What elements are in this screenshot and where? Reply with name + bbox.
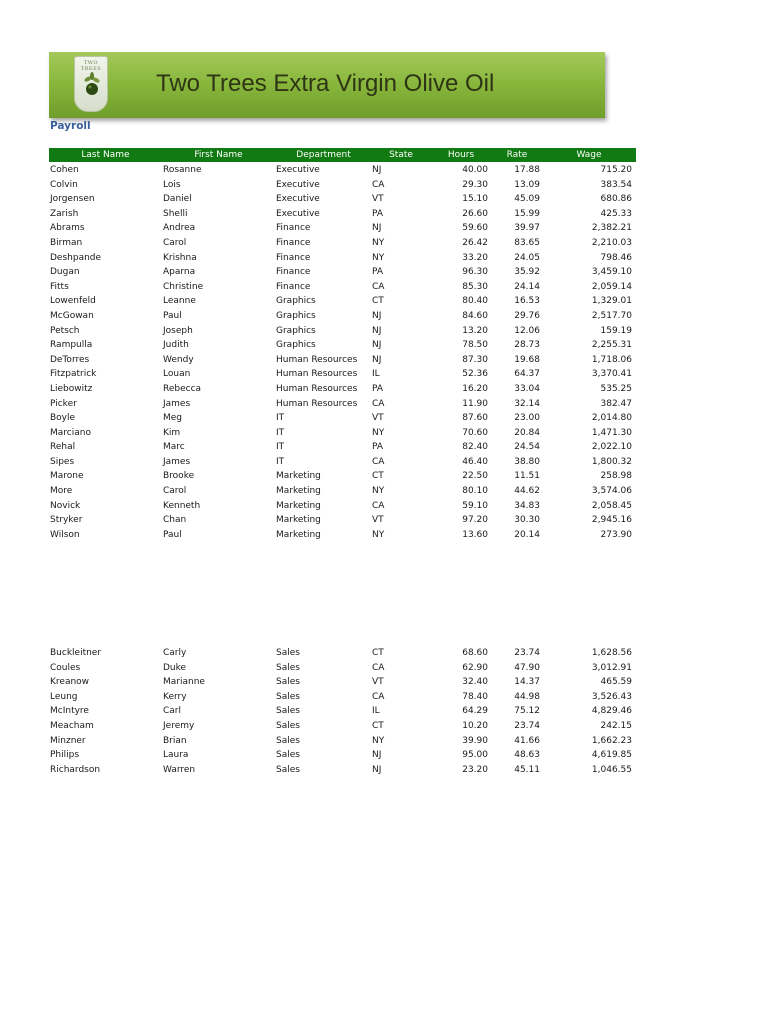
table-row (49, 309, 636, 324)
last-name-cell[interactable]: Marone (50, 471, 84, 482)
rate-cell[interactable]: 15.99 (514, 208, 540, 219)
rate-cell[interactable]: 23.74 (514, 648, 540, 658)
rate-cell[interactable]: 30.30 (514, 515, 540, 526)
first-name-cell[interactable]: Krishna (163, 252, 197, 263)
state-cell[interactable]: VT (372, 515, 384, 526)
wage-cell[interactable]: 535.25 (600, 383, 632, 394)
first-name-cell[interactable]: Daniel (163, 194, 192, 205)
table-row (49, 690, 636, 705)
wage-cell[interactable]: 3,526.43 (591, 691, 632, 702)
department-cell[interactable]: Marketing (276, 515, 321, 526)
table-row (49, 704, 636, 719)
hours-cell[interactable]: 16.20 (462, 383, 488, 394)
table-row (49, 661, 636, 676)
state-cell[interactable]: CA (372, 691, 385, 702)
state-cell[interactable]: NJ (372, 165, 382, 175)
last-name-cell[interactable]: Richardson (50, 764, 101, 775)
last-name-cell[interactable]: Coules (50, 662, 81, 673)
wage-cell[interactable]: 680.86 (600, 194, 632, 205)
wage-cell[interactable]: 1,718.06 (591, 354, 632, 365)
rate-cell[interactable]: 34.83 (514, 500, 540, 511)
last-name-cell[interactable]: DeTorres (50, 354, 90, 365)
hours-cell[interactable]: 85.30 (462, 281, 488, 292)
last-name-cell[interactable]: Wilson (50, 529, 80, 540)
rate-cell[interactable]: 11.51 (514, 471, 540, 482)
department-cell[interactable]: Sales (276, 735, 300, 746)
hours-cell[interactable]: 22.50 (462, 471, 488, 482)
wage-cell[interactable]: 273.90 (600, 529, 632, 540)
first-name-cell[interactable]: Judith (163, 340, 189, 351)
rate-cell[interactable]: 44.98 (514, 691, 540, 702)
first-name-cell[interactable]: Marc (163, 442, 185, 453)
first-name-cell[interactable]: Shelli (163, 208, 188, 219)
table-row (49, 397, 636, 412)
first-name-cell[interactable]: Carol (163, 237, 187, 248)
rate-cell[interactable]: 35.92 (514, 267, 540, 278)
table-row (49, 338, 636, 353)
last-name-cell[interactable]: Petsch (50, 325, 80, 336)
column-header-first-name[interactable]: First Name (194, 150, 243, 160)
rate-cell[interactable]: 41.66 (514, 735, 540, 746)
hours-cell[interactable]: 68.60 (462, 648, 488, 658)
hours-cell[interactable]: 97.20 (462, 515, 488, 526)
state-cell[interactable]: CA (372, 500, 385, 511)
hours-cell[interactable]: 23.20 (462, 764, 488, 775)
table-row (49, 265, 636, 280)
state-cell[interactable]: CA (372, 398, 385, 409)
last-name-cell[interactable]: Colvin (50, 179, 78, 190)
rate-cell[interactable]: 24.05 (514, 252, 540, 263)
state-cell[interactable]: CA (372, 281, 385, 292)
wage-cell[interactable]: 4,619.85 (591, 750, 632, 761)
rate-cell[interactable]: 83.65 (514, 237, 540, 248)
department-cell[interactable]: Finance (276, 267, 311, 278)
department-cell[interactable]: IT (276, 442, 285, 453)
state-cell[interactable]: PA (372, 442, 384, 453)
title-banner (49, 52, 605, 118)
department-cell[interactable]: Executive (276, 165, 320, 175)
rate-cell[interactable]: 12.06 (514, 325, 540, 336)
department-cell[interactable]: Sales (276, 706, 300, 717)
table-row (49, 469, 636, 484)
rate-cell[interactable]: 39.97 (514, 223, 540, 234)
last-name-cell[interactable]: Fitzpatrick (50, 369, 97, 380)
rate-cell[interactable]: 28.73 (514, 340, 540, 351)
table-row (49, 192, 636, 207)
hours-cell[interactable]: 84.60 (462, 310, 488, 321)
hours-cell[interactable]: 10.20 (462, 720, 488, 731)
rate-cell[interactable]: 45.11 (514, 764, 540, 775)
first-name-cell[interactable]: James (163, 456, 191, 467)
hours-cell[interactable]: 62.90 (462, 662, 488, 673)
state-cell[interactable]: VT (372, 194, 384, 205)
column-header-last-name[interactable]: Last Name (81, 150, 130, 160)
hours-cell[interactable]: 87.60 (462, 413, 488, 424)
table-row (49, 251, 636, 266)
wage-cell[interactable]: 2,058.45 (591, 500, 632, 511)
hours-cell[interactable]: 80.40 (462, 296, 488, 307)
hours-cell[interactable]: 46.40 (462, 456, 488, 467)
first-name-cell[interactable]: Brian (163, 735, 187, 746)
hours-cell[interactable]: 59.60 (462, 223, 488, 234)
first-name-cell[interactable]: Lois (163, 179, 181, 190)
last-name-cell[interactable]: Liebowitz (50, 383, 93, 394)
table-row (49, 499, 636, 514)
table-row (49, 353, 636, 368)
state-cell[interactable]: CA (372, 179, 385, 190)
table-row (49, 324, 636, 339)
rate-cell[interactable]: 48.63 (514, 750, 540, 761)
state-cell[interactable]: NJ (372, 325, 382, 336)
first-name-cell[interactable]: Kerry (163, 691, 187, 702)
table-row (49, 294, 636, 309)
wage-cell[interactable]: 425.33 (600, 208, 632, 219)
wage-cell[interactable]: 2,210.03 (591, 237, 632, 248)
first-name-cell[interactable]: Chan (163, 515, 187, 526)
last-name-cell[interactable]: Picker (50, 398, 77, 409)
last-name-cell[interactable]: More (50, 486, 73, 497)
department-cell[interactable]: Graphics (276, 296, 316, 307)
hours-cell[interactable]: 13.60 (462, 529, 488, 540)
table-row (49, 646, 636, 661)
rate-cell[interactable]: 29.76 (514, 310, 540, 321)
state-cell[interactable]: NJ (372, 750, 382, 761)
hours-cell[interactable]: 82.40 (462, 442, 488, 453)
hours-cell[interactable]: 96.30 (462, 267, 488, 278)
wage-cell[interactable]: 1,662.23 (591, 735, 632, 746)
last-name-cell[interactable]: Rampulla (50, 340, 93, 351)
last-name-cell[interactable]: Leung (50, 691, 78, 702)
state-cell[interactable]: PA (372, 267, 384, 278)
hours-cell[interactable]: 95.00 (462, 750, 488, 761)
table-row (49, 178, 636, 193)
column-header-department[interactable]: Department (296, 150, 351, 160)
state-cell[interactable]: NJ (372, 340, 382, 351)
department-cell[interactable]: Finance (276, 237, 311, 248)
rate-cell[interactable]: 47.90 (514, 662, 540, 673)
table-row (49, 440, 636, 455)
rate-cell[interactable]: 14.37 (514, 677, 540, 688)
wage-cell[interactable]: 4,829.46 (591, 706, 632, 717)
last-name-cell[interactable]: Jorgensen (50, 194, 95, 205)
state-cell[interactable]: NY (372, 529, 385, 540)
wage-cell[interactable]: 242.15 (600, 720, 632, 731)
rate-cell[interactable]: 17.88 (514, 165, 540, 175)
rate-cell[interactable]: 19.68 (514, 354, 540, 365)
wage-cell[interactable]: 2,014.80 (591, 413, 632, 424)
rate-cell[interactable]: 16.53 (514, 296, 540, 307)
wage-cell[interactable]: 382.47 (600, 398, 632, 409)
department-cell[interactable]: Graphics (276, 325, 316, 336)
hours-cell[interactable]: 26.42 (462, 237, 488, 248)
state-cell[interactable]: IL (372, 369, 380, 380)
table-row (49, 163, 636, 178)
rate-cell[interactable]: 75.12 (514, 706, 540, 717)
last-name-cell[interactable]: Fitts (50, 281, 69, 292)
state-cell[interactable]: PA (372, 208, 384, 219)
last-name-cell[interactable]: Dugan (50, 267, 80, 278)
department-cell[interactable]: Sales (276, 750, 300, 761)
rate-cell[interactable]: 44.62 (514, 486, 540, 497)
department-cell[interactable]: Graphics (276, 310, 316, 321)
first-name-cell[interactable]: Christine (163, 281, 204, 292)
first-name-cell[interactable]: Jeremy (163, 720, 195, 731)
rate-cell[interactable]: 38.80 (514, 456, 540, 467)
last-name-cell[interactable]: McIntyre (50, 706, 89, 717)
table-row (49, 748, 636, 763)
department-cell[interactable]: Finance (276, 223, 311, 234)
wage-cell[interactable]: 2,255.31 (591, 340, 632, 351)
table-row (49, 236, 636, 251)
rate-cell[interactable]: 20.84 (514, 427, 540, 438)
wage-cell[interactable]: 258.98 (600, 471, 632, 482)
department-cell[interactable]: Marketing (276, 471, 321, 482)
department-cell[interactable]: Human Resources (276, 398, 358, 409)
table-row (49, 426, 636, 441)
state-cell[interactable]: PA (372, 383, 384, 394)
wage-cell[interactable]: 3,012.91 (591, 662, 632, 673)
hours-cell[interactable]: 59.10 (462, 500, 488, 511)
table-row (49, 763, 636, 778)
rate-cell[interactable]: 32.14 (514, 398, 540, 409)
hours-cell[interactable]: 40.00 (462, 165, 488, 175)
department-cell[interactable]: Marketing (276, 529, 321, 540)
first-name-cell[interactable]: Rosanne (163, 165, 202, 175)
table-body-group-1 (49, 163, 636, 542)
department-cell[interactable]: Finance (276, 281, 311, 292)
state-cell[interactable]: NJ (372, 354, 382, 365)
wage-cell[interactable]: 3,459.10 (591, 267, 632, 278)
hours-cell[interactable]: 64.29 (462, 706, 488, 717)
hours-cell[interactable]: 26.60 (462, 208, 488, 219)
department-cell[interactable]: Finance (276, 252, 311, 263)
last-name-cell[interactable]: Deshpande (50, 252, 102, 263)
department-cell[interactable]: Graphics (276, 340, 316, 351)
column-header-hours[interactable]: Hours (447, 150, 475, 160)
state-cell[interactable]: NY (372, 735, 385, 746)
hours-cell[interactable]: 80.10 (462, 486, 488, 497)
hours-cell[interactable]: 87.30 (462, 354, 488, 365)
logo-text: TWO TREES (80, 60, 102, 72)
last-name-cell[interactable]: Philips (50, 750, 80, 761)
wage-cell[interactable]: 2,382.21 (591, 223, 632, 234)
department-cell[interactable]: Marketing (276, 486, 321, 497)
wage-cell[interactable]: 465.59 (600, 677, 632, 688)
rate-cell[interactable]: 23.74 (514, 720, 540, 731)
first-name-cell[interactable]: Carl (163, 706, 181, 717)
olive-tree-icon (80, 71, 104, 101)
department-cell[interactable]: Marketing (276, 500, 321, 511)
department-cell[interactable]: IT (276, 413, 285, 424)
wage-cell[interactable]: 2,059.14 (591, 281, 632, 292)
department-cell[interactable]: Human Resources (276, 383, 358, 394)
table-row (49, 455, 636, 470)
first-name-cell[interactable]: Warren (163, 764, 196, 775)
department-cell[interactable]: Executive (276, 179, 320, 190)
table-row (49, 382, 636, 397)
first-name-cell[interactable]: Paul (163, 529, 182, 540)
table-row (49, 734, 636, 749)
department-cell[interactable]: Sales (276, 764, 300, 775)
department-cell[interactable]: Human Resources (276, 369, 358, 380)
table-row (49, 528, 636, 543)
wage-cell[interactable]: 3,370.41 (591, 369, 632, 380)
hours-cell[interactable]: 70.60 (462, 427, 488, 438)
last-name-cell[interactable]: Novick (50, 500, 81, 511)
wage-cell[interactable]: 2,022.10 (591, 442, 632, 453)
state-cell[interactable]: NJ (372, 310, 382, 321)
department-cell[interactable]: Executive (276, 208, 320, 219)
rate-cell[interactable]: 24.54 (514, 442, 540, 453)
first-name-cell[interactable]: Carol (163, 486, 187, 497)
table-row (49, 221, 636, 236)
last-name-cell[interactable]: Stryker (50, 515, 83, 526)
column-header-wage[interactable]: Wage (576, 150, 602, 160)
table-row (49, 367, 636, 382)
state-cell[interactable]: CT (372, 296, 384, 307)
hours-cell[interactable]: 11.90 (462, 398, 488, 409)
first-name-cell[interactable]: Paul (163, 310, 182, 321)
rate-cell[interactable]: 33.04 (514, 383, 540, 394)
wage-cell[interactable]: 1,471.30 (591, 427, 632, 438)
hours-cell[interactable]: 29.30 (462, 179, 488, 190)
wage-cell[interactable]: 159.19 (600, 325, 632, 336)
wage-cell[interactable]: 2,517.70 (591, 310, 632, 321)
wage-cell[interactable]: 1,329.01 (591, 296, 632, 307)
department-cell[interactable]: Sales (276, 720, 300, 731)
last-name-cell[interactable]: Rehal (50, 442, 76, 453)
state-cell[interactable]: CA (372, 456, 385, 467)
department-cell[interactable]: Sales (276, 677, 300, 688)
state-cell[interactable]: NY (372, 252, 385, 263)
department-cell[interactable]: Sales (276, 662, 300, 673)
rate-cell[interactable]: 23.00 (514, 413, 540, 424)
rate-cell[interactable]: 24.14 (514, 281, 540, 292)
first-name-cell[interactable]: Carly (163, 648, 187, 658)
wage-cell[interactable]: 715.20 (600, 165, 632, 175)
table-row (49, 411, 636, 426)
first-name-cell[interactable]: Rebecca (163, 383, 202, 394)
last-name-cell[interactable]: Sipes (50, 456, 75, 467)
wage-cell[interactable]: 798.46 (600, 252, 632, 263)
first-name-cell[interactable]: Leanne (163, 296, 196, 307)
wage-cell[interactable]: 1,628.56 (591, 648, 632, 658)
table-row (49, 675, 636, 690)
table-row (49, 484, 636, 499)
first-name-cell[interactable]: Brooke (163, 471, 195, 482)
first-name-cell[interactable]: Joseph (163, 325, 193, 336)
rate-cell[interactable]: 64.37 (514, 369, 540, 380)
page-title: Two Trees Extra Virgin Olive Oil (156, 70, 495, 97)
last-name-cell[interactable]: Minzner (50, 735, 86, 746)
department-cell[interactable]: IT (276, 456, 285, 467)
hours-cell[interactable]: 52.36 (462, 369, 488, 380)
table-row (49, 513, 636, 528)
hours-cell[interactable]: 32.40 (462, 677, 488, 688)
last-name-cell[interactable]: Cohen (50, 165, 79, 175)
wage-cell[interactable]: 3,574.06 (591, 486, 632, 497)
last-name-cell[interactable]: McGowan (50, 310, 94, 321)
hours-cell[interactable]: 15.10 (462, 194, 488, 205)
state-cell[interactable]: VT (372, 413, 384, 424)
first-name-cell[interactable]: Duke (163, 662, 187, 673)
first-name-cell[interactable]: Kenneth (163, 500, 201, 511)
wage-cell[interactable]: 2,945.16 (591, 515, 632, 526)
sheet-label: Payroll (50, 120, 91, 132)
table-body-group-2 (49, 646, 636, 777)
state-cell[interactable]: NY (372, 427, 385, 438)
hours-cell[interactable]: 78.40 (462, 691, 488, 702)
table-row (49, 719, 636, 734)
state-cell[interactable]: NJ (372, 223, 382, 234)
state-cell[interactable]: NY (372, 486, 385, 497)
last-name-cell[interactable]: Buckleitner (50, 648, 102, 658)
state-cell[interactable]: CA (372, 662, 385, 673)
first-name-cell[interactable]: Wendy (163, 354, 194, 365)
last-name-cell[interactable]: Birman (50, 237, 83, 248)
state-cell[interactable]: CT (372, 471, 384, 482)
last-name-cell[interactable]: Lowenfeld (50, 296, 96, 307)
first-name-cell[interactable]: Kim (163, 427, 181, 438)
first-name-cell[interactable]: Andrea (163, 223, 196, 234)
department-cell[interactable]: Executive (276, 194, 320, 205)
department-cell[interactable]: Human Resources (276, 354, 358, 365)
company-logo (74, 56, 108, 112)
last-name-cell[interactable]: Kreanow (50, 677, 90, 688)
last-name-cell[interactable]: Meacham (50, 720, 94, 731)
department-cell[interactable]: Sales (276, 691, 300, 702)
first-name-cell[interactable]: Marianne (163, 677, 205, 688)
department-cell[interactable]: Sales (276, 648, 300, 658)
rate-cell[interactable]: 45.09 (514, 194, 540, 205)
last-name-cell[interactable]: Marciano (50, 427, 91, 438)
wage-cell[interactable]: 1,800.32 (591, 456, 632, 467)
hours-cell[interactable]: 39.90 (462, 735, 488, 746)
table-row (49, 207, 636, 222)
column-header-state[interactable]: State (389, 150, 413, 160)
table-header (49, 148, 636, 162)
hours-cell[interactable]: 13.20 (462, 325, 488, 336)
state-cell[interactable]: CT (372, 648, 384, 658)
wage-cell[interactable]: 1,046.55 (591, 764, 632, 775)
last-name-cell[interactable]: Abrams (50, 223, 85, 234)
department-cell[interactable]: IT (276, 427, 285, 438)
hours-cell[interactable]: 78.50 (462, 340, 488, 351)
first-name-cell[interactable]: Meg (163, 413, 183, 424)
last-name-cell[interactable]: Zarish (50, 208, 79, 219)
state-cell[interactable]: VT (372, 677, 384, 688)
state-cell[interactable]: NJ (372, 764, 382, 775)
table-row (49, 280, 636, 295)
rate-cell[interactable]: 13.09 (514, 179, 540, 190)
rate-cell[interactable]: 20.14 (514, 529, 540, 540)
hours-cell[interactable]: 33.20 (462, 252, 488, 263)
last-name-cell[interactable]: Boyle (50, 413, 76, 424)
wage-cell[interactable]: 383.54 (600, 179, 632, 190)
state-cell[interactable]: NY (372, 237, 385, 248)
first-name-cell[interactable]: Laura (163, 750, 189, 761)
state-cell[interactable]: CT (372, 720, 384, 731)
column-header-rate[interactable]: Rate (506, 150, 528, 160)
first-name-cell[interactable]: James (163, 398, 191, 409)
state-cell[interactable]: IL (372, 706, 380, 717)
first-name-cell[interactable]: Louan (163, 369, 191, 380)
first-name-cell[interactable]: Aparna (163, 267, 196, 278)
